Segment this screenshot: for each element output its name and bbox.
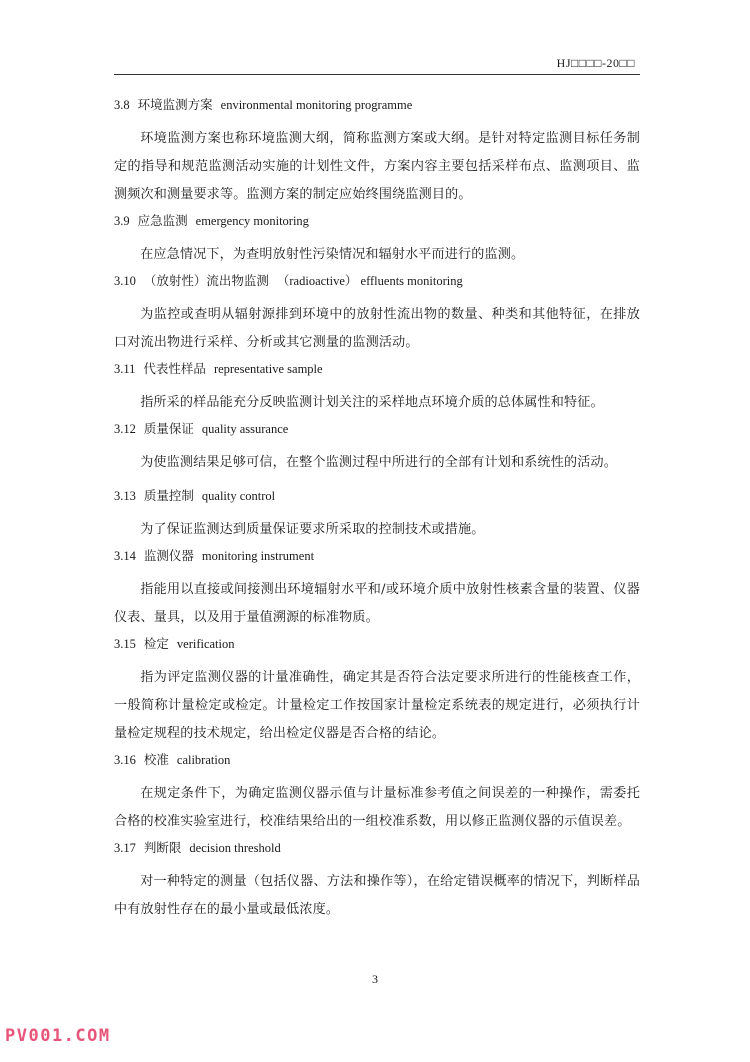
term-definition: 为了保证监测达到质量保证要求所采取的控制技术或措施。 xyxy=(140,522,485,537)
term-number: 3.15 xyxy=(114,637,136,651)
term-heading xyxy=(114,751,640,769)
term-definition: 为监控或查明从辐射源排到环境中的放射性流出物的数量、种类和其他特征，在排放口对流出物进行采样、分析或其它测量的监测活动。 xyxy=(114,307,640,350)
term-heading xyxy=(114,360,640,378)
term-number: 3.16 xyxy=(114,753,136,767)
term-heading xyxy=(114,212,640,230)
term-title-cn: 监测仪器 xyxy=(143,548,194,563)
document-code: HJ□□□□-20□□ xyxy=(556,56,635,70)
term-heading xyxy=(114,96,640,114)
term-definition: 为使监测结果足够可信，在整个监测过程中所进行的全部有计划和系统性的活动。 xyxy=(140,455,617,470)
term-title-cn: 质量保证 xyxy=(143,421,194,436)
term-title-cn: 应急监测 xyxy=(137,213,188,228)
term-number: 3.8 xyxy=(114,98,130,112)
term-title-en: emergency monitoring xyxy=(195,214,309,228)
term-number: 3.17 xyxy=(114,841,136,855)
page-number: 3 xyxy=(372,972,378,986)
term-title-cn: 检定 xyxy=(143,636,169,651)
term-heading xyxy=(114,547,640,565)
term-definition: 在规定条件下，为确定监测仪器示值与计量标准参考值之间误差的一种操作，需委托合格的校准实验室进行，校准结果给出的一组校准系数，用以修正监测仪器的示值误差。 xyxy=(114,786,640,829)
term-number: 3.14 xyxy=(114,549,136,563)
term-title-en: （radioactive） effluents monitoring xyxy=(276,274,463,288)
watermark-logo: PV001.COM xyxy=(5,1026,111,1046)
term-heading xyxy=(114,635,640,653)
term-title-en: quality assurance xyxy=(201,422,289,436)
header-rule xyxy=(114,74,640,75)
term-title-cn: 质量控制 xyxy=(143,488,194,503)
term-heading xyxy=(114,272,640,290)
term-title-cn: （放射性）流出物监测 xyxy=(143,273,269,288)
term-number: 3.11 xyxy=(114,362,136,376)
term-title-cn: 代表性样品 xyxy=(143,361,206,376)
term-number: 3.13 xyxy=(114,489,136,503)
term-definition: 在应急情况下，为查明放射性污染情况和辐射水平而进行的监测。 xyxy=(140,247,525,262)
term-title-en: monitoring instrument xyxy=(201,549,315,563)
document-body xyxy=(114,96,640,927)
term-number: 3.10 xyxy=(114,274,136,288)
term-definition: 对一种特定的测量（包括仪器、方法和操作等），在给定错误概率的情况下，判断样品中有放射性存在的最小量或最低浓度。 xyxy=(114,874,640,917)
term-title-en: decision threshold xyxy=(189,841,281,855)
term-title-en: quality control xyxy=(201,489,276,503)
term-title-cn: 环境监测方案 xyxy=(137,97,213,112)
term-definition: 指为评定监测仪器的计量准确性，确定其是否符合法定要求所进行的性能核查工作，一般简称计量检定或检定。计量检定工作按国家计量检定系统表的规定进行，必须执行计量检定规程的技术规定，给出检定仪器是否合格的结论。 xyxy=(114,670,640,741)
term-definition: 指所采的样品能充分反映监测计划关注的采样地点环境介质的总体属性和特征。 xyxy=(140,395,604,410)
term-definition: 指能用以直接或间接测出环境辐射水平和/或环境介质中放射性核素含量的装置、仪器仪表、量具，以及用于量值溯源的标准物质。 xyxy=(114,582,640,625)
term-heading xyxy=(114,420,640,438)
term-heading xyxy=(114,839,640,857)
term-number: 3.12 xyxy=(114,422,136,436)
term-title-en: environmental monitoring programme xyxy=(220,98,413,112)
term-title-en: representative sample xyxy=(213,362,323,376)
term-title-cn: 判断限 xyxy=(143,840,182,855)
term-title-en: calibration xyxy=(176,753,231,767)
term-definition: 环境监测方案也称环境监测大纲，简称监测方案或大纲。是针对特定监测目标任务制定的指导和规范监测活动实施的计划性文件，方案内容主要包括采样布点、监测项目、监测频次和测量要求等。监测方案的制定应始终围绕监测目的。 xyxy=(114,131,640,202)
term-heading xyxy=(114,487,640,505)
term-title-en: verification xyxy=(176,637,235,651)
term-title-cn: 校准 xyxy=(143,752,169,767)
term-number: 3.9 xyxy=(114,214,130,228)
